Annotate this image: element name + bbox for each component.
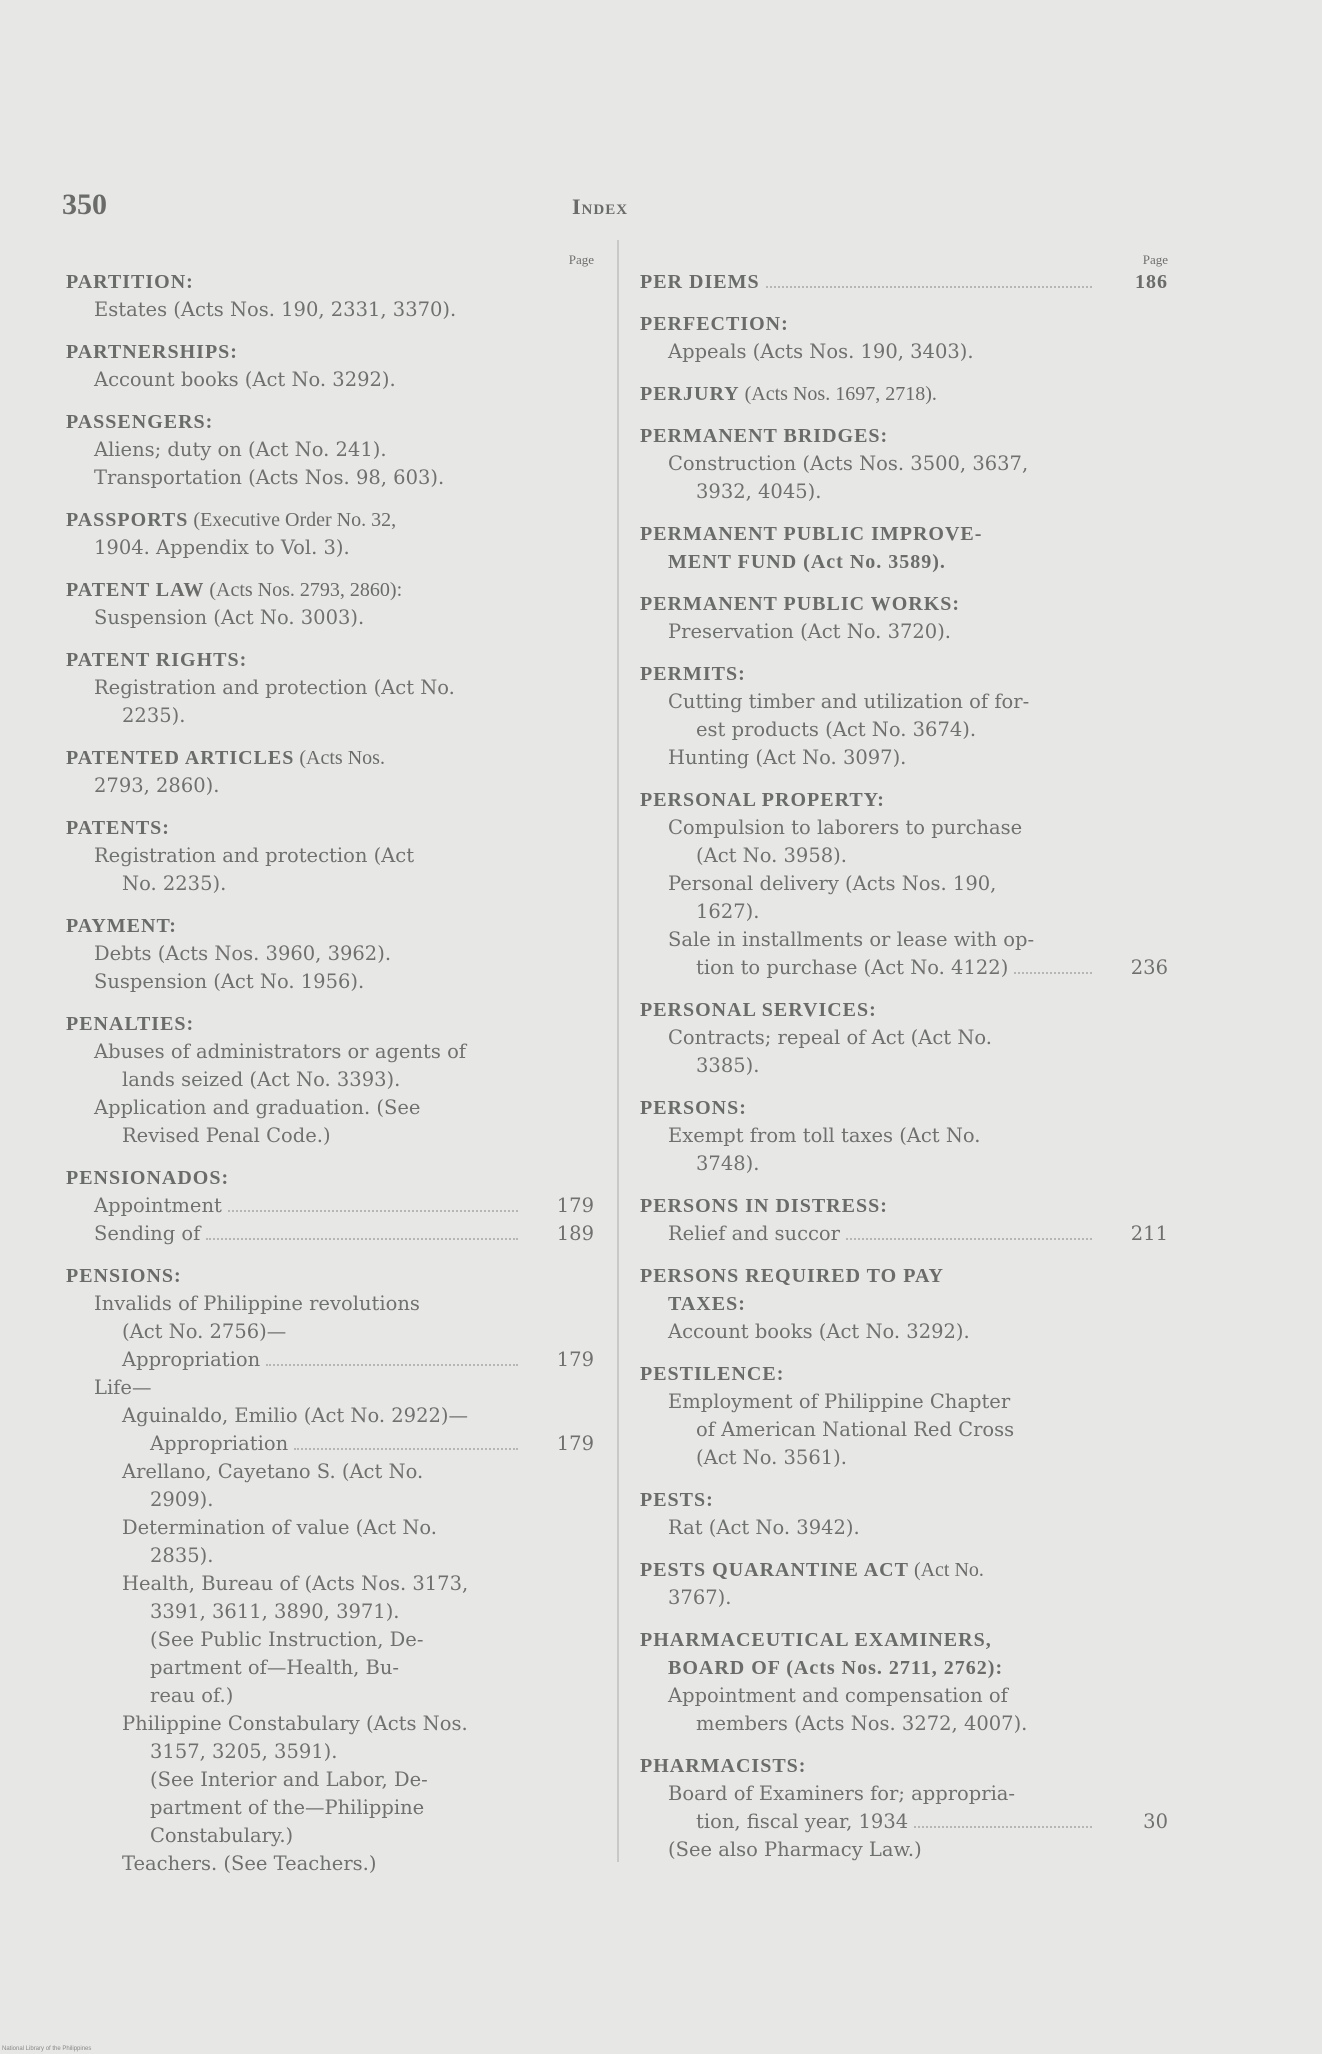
entry-subline — [66, 842, 594, 870]
entry-subline-text: 3932, 4045). — [696, 480, 822, 503]
entry-subline — [66, 870, 594, 898]
entry-heading-text: PERSONS IN DISTRESS: — [640, 1195, 888, 1217]
entry-subline-text: tion, fiscal year, 1934 — [696, 1810, 909, 1833]
entry-subline — [66, 1374, 594, 1402]
entry-heading-text: PATENT RIGHTS: — [66, 649, 248, 671]
entry-subline-text: 3391, 3611, 3890, 3971). — [150, 1600, 400, 1623]
index-entry — [640, 1752, 1168, 1864]
entry-subline-text: 2793, 2860). — [94, 774, 220, 797]
entry-subline-text: Personal delivery (Acts Nos. 190, — [668, 872, 997, 895]
entry-subline — [640, 898, 1168, 926]
entry-subline-text: Teachers. (See Teachers.) — [122, 1852, 377, 1875]
entry-subline — [640, 814, 1168, 842]
entry-subline — [66, 674, 594, 702]
entry-heading — [640, 422, 1168, 450]
entry-heading-text: PERFECTION: — [640, 313, 789, 335]
entry-subline-text: No. 2235). — [122, 872, 227, 895]
index-entry — [66, 1262, 594, 1878]
entry-heading-ref: (Act No. — [908, 1559, 984, 1581]
entry-subline-text: Determination of value (Act No. — [122, 1516, 437, 1539]
entry-heading-text: PATENTS: — [66, 817, 170, 839]
page-ref: 211 — [1130, 1222, 1168, 1245]
entry-subline-text: Account books (Act No. 3292). — [94, 368, 396, 391]
entry-heading — [640, 1626, 1168, 1654]
entry-subline-text: Relief and succor — [668, 1222, 840, 1245]
entry-subline — [640, 450, 1168, 478]
entry-subline — [66, 1122, 594, 1150]
entry-subline-text: 2235). — [122, 704, 186, 727]
entry-subline — [640, 688, 1168, 716]
entry-subline-text: (Act No. 2756)— — [122, 1320, 287, 1343]
entry-heading — [640, 1360, 1168, 1388]
entry-subline-text: Preservation (Act No. 3720). — [668, 620, 951, 643]
entry-subline — [66, 534, 594, 562]
entry-subline — [66, 1542, 594, 1570]
entry-subline — [640, 1584, 1168, 1612]
entry-heading-text: PERMITS: — [640, 663, 746, 685]
entry-subline-text: 1904. Appendix to Vol. 3). — [94, 536, 350, 559]
dot-leader — [766, 286, 1092, 288]
entry-heading — [66, 646, 594, 674]
index-entry — [66, 912, 594, 996]
entry-heading-text: PASSENGERS: — [66, 411, 214, 433]
entry-subline-text: 2909). — [150, 1488, 214, 1511]
entry-heading-text: PERMANENT BRIDGES: — [640, 425, 889, 447]
entry-subline-text: Sale in installments or lease with op- — [668, 928, 1035, 951]
entry-subline — [66, 1794, 594, 1822]
entry-subline — [66, 1766, 594, 1794]
entry-subline-text: Account books (Act No. 3292). — [668, 1320, 970, 1343]
entry-subline — [640, 1780, 1168, 1808]
entry-heading-text: PENSIONADOS: — [66, 1167, 230, 1189]
entry-heading — [66, 912, 594, 940]
entry-heading — [640, 1556, 1168, 1584]
entry-subline-text: Revised Penal Code.) — [122, 1124, 331, 1147]
entry-subline-text: Debts (Acts Nos. 3960, 3962). — [94, 942, 392, 965]
entry-heading-text: PHARMACEUTICAL EXAMINERS, — [640, 1629, 992, 1651]
entry-subline-text: tion to purchase (Act No. 4122) — [696, 956, 1009, 979]
entry-subline — [66, 1822, 594, 1850]
entry-subline-text: Life— — [94, 1376, 152, 1399]
dot-leader — [228, 1210, 518, 1212]
entry-heading — [66, 744, 594, 772]
entry-subline-text: (Act No. 3561). — [696, 1446, 847, 1469]
entry-subline-text: Transportation (Acts Nos. 98, 603). — [94, 466, 445, 489]
page-ref: 186 — [1135, 271, 1168, 293]
entry-subline-text: Application and graduation. (See — [94, 1096, 421, 1119]
page-column-label: Page — [1142, 252, 1168, 267]
entry-heading — [640, 1094, 1168, 1122]
entry-subline — [66, 1458, 594, 1486]
page-header — [0, 188, 1322, 228]
entry-heading — [640, 660, 1168, 688]
entry-subline-text: Philippine Constabulary (Acts Nos. — [122, 1712, 468, 1735]
entry-subline-text: Compulsion to laborers to purchase — [668, 816, 1023, 839]
entry-heading — [640, 1192, 1168, 1220]
entry-heading-text: PERSONAL SERVICES: — [640, 999, 877, 1021]
entry-heading — [640, 996, 1168, 1024]
page-title: Index — [572, 194, 629, 219]
entry-heading-text: PERSONS: — [640, 1097, 747, 1119]
entry-subline-text: 3748). — [696, 1152, 760, 1175]
entry-subline — [640, 926, 1168, 954]
entry-subline — [66, 1570, 594, 1598]
entry-heading — [66, 1164, 594, 1192]
entry-heading-text: PATENTED ARTICLES — [66, 747, 295, 769]
entry-subline — [66, 296, 594, 324]
entry-subline-text: Appropriation — [122, 1348, 261, 1371]
index-entry — [640, 520, 1168, 576]
index-entry — [640, 380, 1168, 408]
entry-subline-text: (See Interior and Labor, De- — [150, 1768, 428, 1791]
entry-subline — [640, 1710, 1168, 1738]
entry-subline-text: est products (Act No. 3674). — [696, 718, 977, 741]
entry-subline — [640, 1318, 1168, 1346]
page-ref: 179 — [556, 1348, 594, 1371]
entry-heading — [640, 520, 1168, 548]
entry-heading — [640, 1752, 1168, 1780]
entry-subline-text: 3767). — [668, 1586, 732, 1609]
index-entry — [66, 1164, 594, 1248]
entry-subline — [640, 1388, 1168, 1416]
entry-heading-ref: (Acts Nos. — [294, 747, 385, 769]
entry-heading-text: PENALTIES: — [66, 1013, 195, 1035]
index-entry — [66, 268, 594, 324]
page-ref: 179 — [556, 1194, 594, 1217]
entry-subline — [640, 1808, 1168, 1836]
entry-subline-text: 2835). — [150, 1544, 214, 1567]
index-entry — [66, 1010, 594, 1150]
entry-heading — [66, 814, 594, 842]
entry-heading-text: PESTS QUARANTINE ACT — [640, 1559, 909, 1581]
entry-subline-text: Employment of Philippine Chapter — [668, 1390, 1011, 1413]
column-divider — [617, 240, 619, 1862]
entry-heading-text: PESTS: — [640, 1489, 714, 1511]
entry-subline-text: TAXES: — [668, 1293, 746, 1315]
index-entry — [66, 576, 594, 632]
entry-subline — [640, 870, 1168, 898]
entry-heading-ref: (Executive Order No. 32, — [188, 509, 397, 531]
entry-subline-text: Appeals (Acts Nos. 190, 3403). — [668, 340, 974, 363]
entry-subline-text: members (Acts Nos. 3272, 4007). — [696, 1712, 1028, 1735]
page-ref: 30 — [1143, 1810, 1168, 1833]
entry-heading — [640, 786, 1168, 814]
entry-subline-text: partment of the—Philippine — [150, 1796, 425, 1819]
entry-subline-text: (See also Pharmacy Law.) — [668, 1838, 922, 1861]
entry-subline-text: Construction (Acts Nos. 3500, 3637, — [668, 452, 1029, 475]
entry-heading — [66, 338, 594, 366]
entry-heading-text: PENSIONS: — [66, 1265, 182, 1287]
entry-subline — [640, 1290, 1168, 1318]
entry-subline — [640, 1052, 1168, 1080]
entry-heading — [640, 1262, 1168, 1290]
index-column-left — [66, 250, 594, 1892]
entry-subline — [66, 1430, 594, 1458]
entry-heading-text: PARTNERSHIPS: — [66, 341, 238, 363]
entry-subline — [66, 1038, 594, 1066]
entry-heading-text: PERMANENT PUBLIC IMPROVE- — [640, 523, 983, 545]
entry-heading-text: PATENT LAW — [66, 579, 205, 601]
entry-subline-text: MENT FUND (Act No. 3589). — [668, 551, 946, 573]
entry-subline-text: Rat (Act No. 3942). — [668, 1516, 860, 1539]
entry-subline — [66, 1290, 594, 1318]
entry-subline — [640, 954, 1168, 982]
entry-subline — [66, 604, 594, 632]
entry-subline — [640, 338, 1168, 366]
entry-heading-text: PESTILENCE: — [640, 1363, 785, 1385]
entry-subline — [66, 1094, 594, 1122]
entry-subline — [66, 1598, 594, 1626]
entry-subline-text: Board of Examiners for; appropria- — [668, 1782, 1016, 1805]
index-entry — [640, 310, 1168, 366]
entry-heading — [640, 310, 1168, 338]
entry-subline — [66, 1486, 594, 1514]
page-ref: 189 — [556, 1222, 594, 1245]
entry-heading — [66, 408, 594, 436]
entry-subline-text: Constabulary.) — [150, 1824, 294, 1847]
entry-subline-text: Contracts; repeal of Act (Act No. — [668, 1026, 992, 1049]
entry-subline — [640, 716, 1168, 744]
entry-subline — [640, 1654, 1168, 1682]
page-column-label: Page — [568, 252, 594, 267]
entry-heading — [66, 1010, 594, 1038]
dot-leader — [846, 1238, 1092, 1240]
footer-credit: National Library of the Philippines — [2, 2046, 92, 2052]
index-entry — [66, 506, 594, 562]
entry-subline — [66, 436, 594, 464]
entry-heading-ref: (Acts Nos. 1697, 2718). — [739, 383, 937, 405]
entry-subline-text: 3385). — [696, 1054, 760, 1077]
entry-subline — [640, 1444, 1168, 1472]
entry-subline — [66, 940, 594, 968]
entry-heading — [640, 590, 1168, 618]
entry-heading — [640, 268, 1168, 296]
entry-heading-text: PERMANENT PUBLIC WORKS: — [640, 593, 961, 615]
index-entry — [640, 590, 1168, 646]
entry-subline — [640, 1514, 1168, 1542]
entry-subline — [640, 478, 1168, 506]
index-entry — [640, 1192, 1168, 1248]
entry-subline — [640, 1682, 1168, 1710]
entry-subline-text: 3157, 3205, 3591). — [150, 1740, 338, 1763]
entry-subline-text: reau of.) — [150, 1684, 234, 1707]
index-entry — [66, 408, 594, 492]
dot-leader — [294, 1448, 518, 1450]
entry-subline — [66, 1682, 594, 1710]
entry-subline-text: Registration and protection (Act — [94, 844, 415, 867]
entry-subline-text: Appropriation — [150, 1432, 289, 1455]
entry-subline-text: Abuses of administrators or agents of — [94, 1040, 467, 1063]
entry-subline-text: Hunting (Act No. 3097). — [668, 746, 907, 769]
entry-subline-text: Exempt from toll taxes (Act No. — [668, 1124, 981, 1147]
index-entry — [66, 744, 594, 800]
entry-subline — [66, 1850, 594, 1878]
dot-leader — [206, 1238, 518, 1240]
dot-leader — [266, 1364, 518, 1366]
entry-subline-text: Aguinaldo, Emilio (Act No. 2922)— — [122, 1404, 469, 1427]
index-entry — [640, 660, 1168, 772]
entry-subline-text: (See Public Instruction, De- — [150, 1628, 424, 1651]
entry-subline-text: Suspension (Act No. 3003). — [94, 606, 365, 629]
entry-subline-text: Aliens; duty on (Act No. 241). — [94, 438, 387, 461]
entry-subline — [640, 1416, 1168, 1444]
entry-heading-text: PER DIEMS — [640, 271, 760, 293]
index-column-right — [640, 250, 1168, 1878]
entry-subline — [66, 1346, 594, 1374]
entry-subline — [66, 366, 594, 394]
index-entry — [640, 1262, 1168, 1346]
entry-subline-text: Health, Bureau of (Acts Nos. 3173, — [122, 1572, 469, 1595]
entry-subline — [640, 842, 1168, 870]
entry-heading-text: PHARMACISTS: — [640, 1755, 807, 1777]
entry-heading-text: PARTITION: — [66, 271, 194, 293]
entry-subline-text: BOARD OF (Acts Nos. 2711, 2762): — [668, 1657, 1004, 1679]
index-entry — [640, 1626, 1168, 1738]
entry-heading — [640, 1486, 1168, 1514]
entry-subline — [66, 1066, 594, 1094]
entry-subline — [66, 968, 594, 996]
page-ref: 179 — [556, 1432, 594, 1455]
entry-subline — [640, 618, 1168, 646]
entry-subline-text: Invalids of Philippine revolutions — [94, 1292, 420, 1315]
entry-subline — [640, 1122, 1168, 1150]
entry-subline — [640, 1150, 1168, 1178]
entry-subline-text: Appointment — [94, 1194, 222, 1217]
entry-subline-text: partment of—Health, Bu- — [150, 1656, 400, 1679]
index-entry — [640, 786, 1168, 982]
entry-heading-text: PASSPORTS — [66, 509, 189, 531]
entry-subline — [66, 1626, 594, 1654]
entry-heading-text: PERSONAL PROPERTY: — [640, 789, 885, 811]
entry-subline — [66, 464, 594, 492]
entry-subline — [66, 1220, 594, 1248]
entry-subline-text: Appointment and compensation of — [668, 1684, 1008, 1707]
entry-subline-text: Estates (Acts Nos. 190, 2331, 3370). — [94, 298, 457, 321]
index-entry — [640, 1556, 1168, 1612]
index-entry — [640, 996, 1168, 1080]
entry-heading — [640, 380, 1168, 408]
entry-heading — [66, 576, 594, 604]
entry-subline-text: of American National Red Cross — [696, 1418, 1015, 1441]
dot-leader — [1014, 972, 1092, 974]
entry-subline-text: lands seized (Act No. 3393). — [122, 1068, 401, 1091]
entry-subline — [640, 1220, 1168, 1248]
entry-subline — [66, 1192, 594, 1220]
index-entry — [640, 1486, 1168, 1542]
entry-subline-text: Sending of — [94, 1222, 201, 1245]
entry-heading — [66, 506, 594, 534]
entry-subline — [66, 1318, 594, 1346]
entry-subline — [640, 1024, 1168, 1052]
entry-subline — [66, 702, 594, 730]
index-entry — [640, 268, 1168, 296]
entry-subline — [640, 548, 1168, 576]
entry-subline-text: Suspension (Act No. 1956). — [94, 970, 365, 993]
entry-subline — [66, 772, 594, 800]
entry-heading-text: PERJURY — [640, 383, 740, 405]
entry-subline — [640, 1836, 1168, 1864]
entry-subline-text: Arellano, Cayetano S. (Act No. — [122, 1460, 424, 1483]
page-ref: 236 — [1130, 956, 1168, 979]
entry-heading-text: PERSONS REQUIRED TO PAY — [640, 1265, 944, 1287]
entry-heading — [66, 1262, 594, 1290]
page-number: 350 — [62, 188, 107, 221]
entry-subline — [640, 744, 1168, 772]
entry-heading-ref: (Acts Nos. 2793, 2860): — [204, 579, 403, 601]
entry-heading — [66, 268, 594, 296]
dot-leader — [914, 1826, 1092, 1828]
entry-subline-text: 1627). — [696, 900, 760, 923]
index-entry — [66, 646, 594, 730]
entry-subline-text: Cutting timber and utilization of for- — [668, 690, 1030, 713]
entry-subline-text: (Act No. 3958). — [696, 844, 847, 867]
entry-subline — [66, 1402, 594, 1430]
entry-subline — [66, 1710, 594, 1738]
index-entry — [66, 338, 594, 394]
entry-subline — [66, 1654, 594, 1682]
index-entry — [66, 814, 594, 898]
index-entry — [640, 1094, 1168, 1178]
entry-heading-text: PAYMENT: — [66, 915, 177, 937]
index-entry — [640, 1360, 1168, 1472]
entry-subline — [66, 1514, 594, 1542]
entry-subline — [66, 1738, 594, 1766]
entry-subline-text: Registration and protection (Act No. — [94, 676, 455, 699]
index-entry — [640, 422, 1168, 506]
